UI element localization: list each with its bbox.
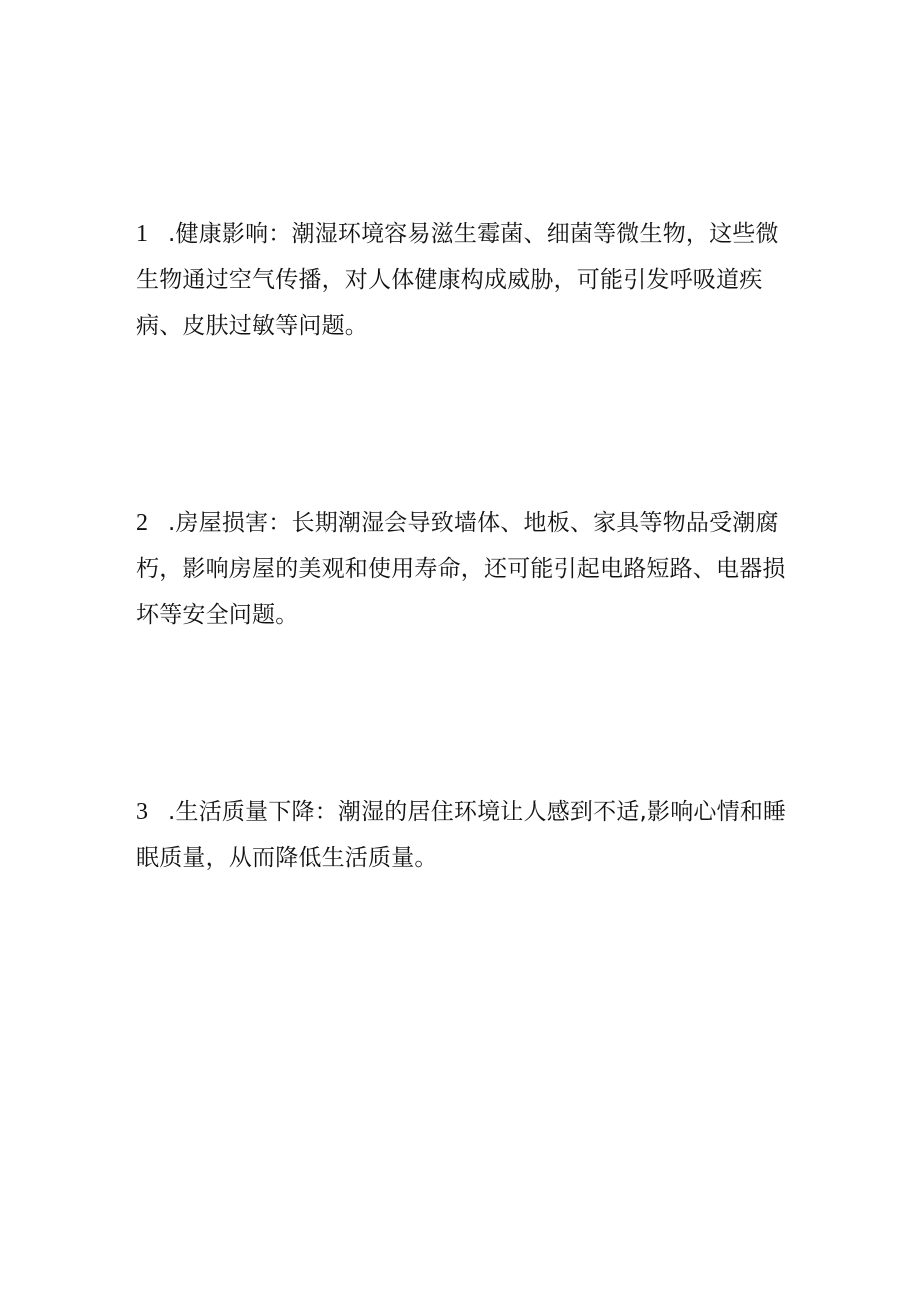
list-item xyxy=(136,789,792,881)
item-number: 3 xyxy=(136,799,149,825)
item-text: .生活质量下降：潮湿的居住环境让人感到不适,影响心情和睡眠质量，从而降低生活质量。 xyxy=(136,799,787,871)
item-number: 2 xyxy=(136,510,149,536)
list-item xyxy=(136,211,792,349)
item-number: 1 xyxy=(136,221,149,247)
item-text: .健康影响：潮湿环境容易滋生霉菌、细菌等微生物，这些微生物通过空气传播，对人体健康构成威胁，可能引发呼吸道疾病、皮肤过敏等问题。 xyxy=(136,221,779,339)
list-item xyxy=(136,500,792,638)
item-text: .房屋损害：长期潮湿会导致墙体、地板、家具等物品受潮腐朽，影响房屋的美观和使用寿命，还可能引起电路短路、电器损坏等安全问题。 xyxy=(136,510,786,628)
